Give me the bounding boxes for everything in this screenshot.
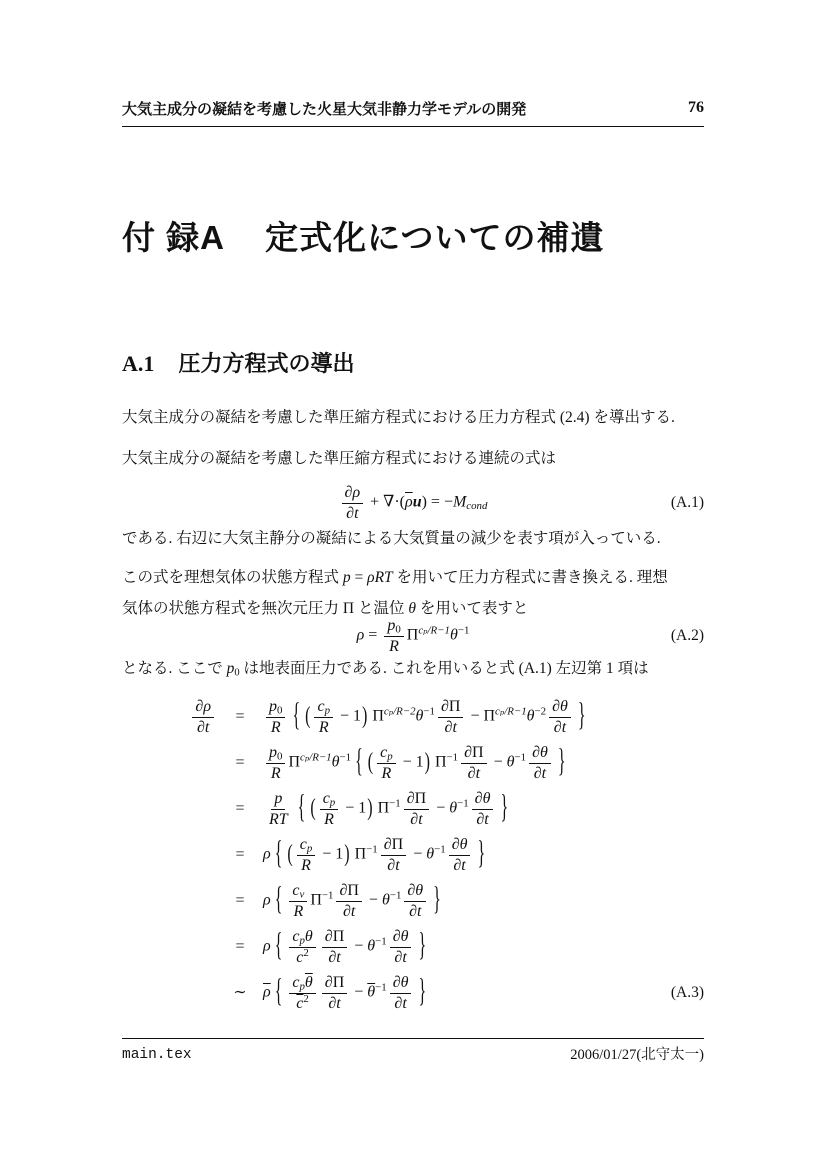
equation-A1 [122,480,704,526]
paragraph-continuity: 大気主成分の凝結を考慮した準圧縮方程式における連続の式は [122,450,557,467]
footer-date-author: 2006/01/27(北守太一) [570,1047,704,1063]
equation-row: = $\frac{p}{RT}$ { ( $\frac{cp}{R}$ − 1) $\Pi^{-1}$ $\frac{\partial\Pi}{\partial t}$ − $\theta^{-1}$ $\frac{\partial\theta}{\partial t}$ } [235,789,509,828]
equation-row: $\frac{\partial\rho}{\partial t}$ = $\frac{p0}{R}$ { ( $\frac{cp}{R}$ − 1) $\Pi^{c_p/R-2}\theta^{-1}$ $\frac{\partial\Pi}{\partial t}$ − $\Pi^{c_p/R-1}\theta^{-2}$ $\frac{\partial\theta}{\partial t}$ } [122,694,704,740]
chapter-heading [122,212,704,263]
paragraph-ideal-gas: この式を理想気体の状態方程式 p = ρRT を用いて圧力方程式に書き換える. 理想 気体の状態方程式を無次元圧力 Π と温位 θ を用いて表すと [122,569,668,617]
equation-A1-body: $\frac{\partial\rho}{\partial t}$ + $\nabla\cdot(\overline{\rho}u) = -M_{cond}$ [339,483,488,522]
equation-row: = ρ { $\frac{\text{cpθ}}{c^2}$ $\frac{\partial\Pi}{\partial t}$ − $\theta^{-1}$ $\frac{\partial\theta}{\partial t}$ } [235,927,427,966]
equation-A2-body: ρ = $\frac{p0}{R}$ $\Pi^{c_p/R-1}\theta^{-1}$ [356,617,470,655]
equation-row: = $\frac{p0}{R}$ $\Pi^{c_p/R-1}\theta^{-1}$ { ( $\frac{cp}{R}$ − 1) $\Pi^{-1}$ $\frac{\partial\Pi}{\partial t}$ − $\theta^{-1}$ $\frac{\partial\theta}{\partial t}$ } [235,743,566,782]
paragraph-rhs-note: である. 右辺に大気主静分の凝結による大気質量の減少を表す項が入っている. [122,530,661,547]
section-number: A.1 [122,351,155,376]
paragraph-intro: 大気主成分の凝結を考慮した準圧縮方程式における圧力方程式 (2.4) を導出する. [122,409,675,426]
equation-A3-tag: (A.3) [670,983,704,1001]
equation-row: = ρ { $\frac{cv}{R}$ $\Pi^{-1}$ $\frac{\partial\Pi}{\partial t}$ − $\theta^{-1}$ $\frac{\partial\theta}{\partial t}$ } [235,881,441,920]
paragraph-surface-pressure: となる. ここで p0 は地表面圧力である. これを用いると式 (A.1) 左辺第 1 項は [122,660,649,679]
chapter-label: 付 録A [122,219,225,256]
running-header-title: 大気主成分の凝結を考慮した火星大気非静力学モデルの開発 [122,100,527,118]
equation-A1-tag: (A.1) [670,493,704,511]
running-header [122,96,704,127]
chapter-title: 定式化についての補遺 [265,219,605,256]
equation-row: ∼ $\overline{\rho}$ { $\frac{cp\overline{\theta}}{\overline{c}^2}$ $\frac{\partial\Pi}{\partial t}$ − $\overline{\theta}^{-1}$ $\frac{\partial\theta}{\partial t}$ } (A.3) [233,973,704,1012]
equation-row: = ρ { ( $\frac{cp}{R}$ − 1) $\Pi^{-1}$ $\frac{\partial\Pi}{\partial t}$ − $\theta^{-1}$ $\frac{\partial\theta}{\partial t}$ } [235,835,486,874]
footer-filename: main.tex [122,1047,192,1063]
equation-A2-tag: (A.2) [670,626,704,644]
equation-A2 [122,613,704,659]
page-footer [122,1038,704,1066]
equation-array [122,694,704,1016]
section-heading [122,347,704,381]
page-number: 76 [688,99,704,116]
section-title: 圧力方程式の導出 [178,351,355,376]
